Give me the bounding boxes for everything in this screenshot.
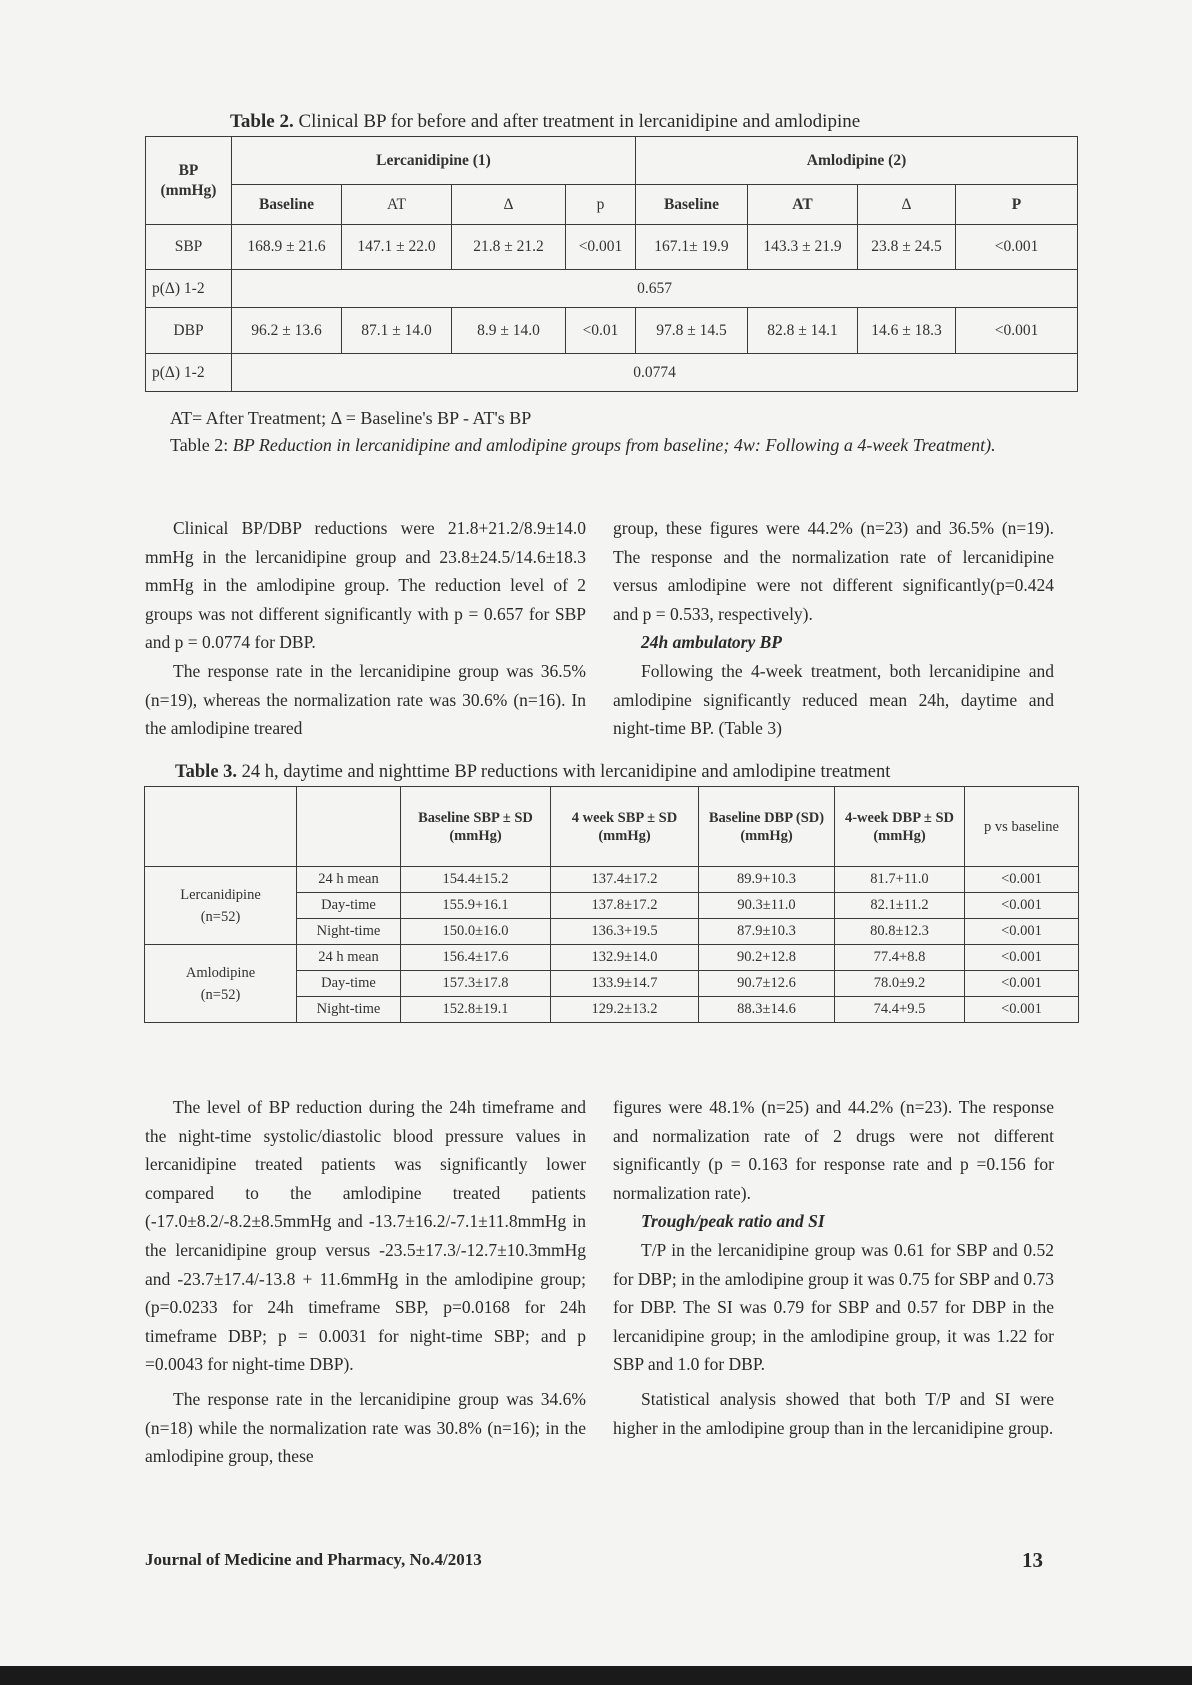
table3-cell: <0.001 bbox=[965, 971, 1079, 997]
table3-cell: 90.3±11.0 bbox=[699, 893, 835, 919]
paragraph: figures were 48.1% (n=25) and 44.2% (n=23). The response and normalization rate of 2 drugs were not different significantly (p = 0.163 for response rate and p =0.156 for normalization rate). bbox=[613, 1097, 1054, 1203]
table3-cell: 24 h mean bbox=[297, 945, 401, 971]
table2-subheader: Δ bbox=[452, 185, 566, 225]
table3-cell: 90.2+12.8 bbox=[699, 945, 835, 971]
table3-cell: 137.8±17.2 bbox=[551, 893, 699, 919]
table3-header: 4 week SBP ± SD (mmHg) bbox=[551, 787, 699, 867]
table3-caption-label: Table 3. bbox=[175, 762, 238, 782]
paragraph: Statistical analysis showed that both T/P and SI were higher in the amlodipine group than in the lercanidipine group. bbox=[613, 1388, 1054, 1438]
table-row bbox=[146, 225, 1078, 270]
table3-caption bbox=[175, 760, 890, 784]
table2-cell: <0.001 bbox=[956, 308, 1078, 354]
table-row bbox=[145, 867, 1079, 893]
table3-cell: Night-time bbox=[297, 997, 401, 1023]
table2-cell: 168.9 ± 21.6 bbox=[232, 225, 342, 270]
table3-cell: 156.4±17.6 bbox=[401, 945, 551, 971]
table-row bbox=[146, 270, 1078, 308]
table3-header: p vs baseline bbox=[965, 787, 1079, 867]
table3-cell: 81.7+11.0 bbox=[835, 867, 965, 893]
text-column-left-bottom bbox=[145, 1093, 586, 1471]
paragraph: group, these figures were 44.2% (n=23) and 36.5% (n=19). The response and the normalization rate of lercanidipine versus amlodipine were not different significantly(p=0.424 and p = 0.533, respectively). bbox=[613, 518, 1054, 624]
table2-p12-value: 0.657 bbox=[232, 270, 1078, 308]
table2-subheader: Baseline bbox=[232, 185, 342, 225]
journal-footer: Journal of Medicine and Pharmacy, No.4/2013 bbox=[145, 1550, 482, 1569]
table2-cell: 167.1± 19.9 bbox=[636, 225, 748, 270]
table3-cell: 133.9±14.7 bbox=[551, 971, 699, 997]
paragraph: Following the 4-week treatment, both lercanidipine and amlodipine significantly reduced mean 24h, daytime and night-time BP. (Table 3) bbox=[613, 660, 1054, 739]
table3-cell: 150.0±16.0 bbox=[401, 919, 551, 945]
table3-cell: 80.8±12.3 bbox=[835, 919, 965, 945]
table3 bbox=[144, 786, 1079, 1023]
paragraph: Clinical BP/DBP reductions were 21.8+21.2/8.9±14.0 mmHg in the lercanidipine group and 23.8±24.5/14.6±18.3 mmHg in the amlodipine group. The reduction level of 2 groups was not different significantly with p = 0.657 for SBP and p = 0.0774 for DBP. bbox=[145, 518, 586, 653]
table2-p12-label: p(Δ) 1-2 bbox=[146, 270, 232, 308]
table2-p12-value: 0.0774 bbox=[232, 354, 1078, 392]
table2-group1-header: Lercanidipine (1) bbox=[232, 137, 636, 185]
table2-desc-italic: BP Reduction in lercanidipine and amlodipine groups from baseline; 4w: Following a 4-week Treatment). bbox=[232, 435, 996, 455]
table2-row-label: SBP bbox=[146, 225, 232, 270]
table2-cell: 87.1 ± 14.0 bbox=[342, 308, 452, 354]
table3-cell: 87.9±10.3 bbox=[699, 919, 835, 945]
table3-cell: Day-time bbox=[297, 971, 401, 997]
table2-p12-label: p(Δ) 1-2 bbox=[146, 354, 232, 392]
table2-cell: 14.6 ± 18.3 bbox=[858, 308, 956, 354]
table3-cell: 78.0±9.2 bbox=[835, 971, 965, 997]
table3-header bbox=[145, 787, 297, 867]
table3-cell: 88.3±14.6 bbox=[699, 997, 835, 1023]
table3-cell: 77.4+8.8 bbox=[835, 945, 965, 971]
table2-cell: 23.8 ± 24.5 bbox=[858, 225, 956, 270]
table3-cell: Night-time bbox=[297, 919, 401, 945]
table2-subheader: P bbox=[956, 185, 1078, 225]
table3-cell: 136.3+19.5 bbox=[551, 919, 699, 945]
table2-subheader: p bbox=[566, 185, 636, 225]
section-heading-24h: 24h ambulatory BP bbox=[641, 632, 782, 653]
text-column-left-top bbox=[145, 514, 586, 743]
table2-subheader: Baseline bbox=[636, 185, 748, 225]
table2-cell: <0.001 bbox=[956, 225, 1078, 270]
table3-cell: <0.001 bbox=[965, 945, 1079, 971]
table2-cell: <0.001 bbox=[566, 225, 636, 270]
table2-cell: 96.2 ± 13.6 bbox=[232, 308, 342, 354]
table-row bbox=[146, 308, 1078, 354]
table3-cell: <0.001 bbox=[965, 919, 1079, 945]
table-row bbox=[146, 354, 1078, 392]
table2-subheader: AT bbox=[342, 185, 452, 225]
paragraph: The response rate in the lercanidipine group was 36.5% (n=19), whereas the normalization rate was 30.6% (n=16). In the amlodipine treared bbox=[145, 660, 586, 739]
table3-cell: <0.001 bbox=[965, 893, 1079, 919]
table2-caption bbox=[230, 110, 860, 134]
table3-cell: 74.4+9.5 bbox=[835, 997, 965, 1023]
text-column-right-bottom bbox=[613, 1093, 1054, 1442]
text-column-right-top bbox=[613, 514, 1054, 743]
table3-cell: 82.1±11.2 bbox=[835, 893, 965, 919]
table2-cell: 21.8 ± 21.2 bbox=[452, 225, 566, 270]
table2-caption-label: Table 2. bbox=[230, 111, 294, 132]
table3-cell: 157.3±17.8 bbox=[401, 971, 551, 997]
table2-caption-text: Clinical BP for before and after treatment in lercanidipine and amlodipine bbox=[293, 111, 861, 132]
table2-cell: <0.01 bbox=[566, 308, 636, 354]
table2 bbox=[145, 136, 1078, 392]
table2-bp-header: BP (mmHg) bbox=[146, 137, 232, 225]
paragraph: T/P in the lercanidipine group was 0.61 for SBP and 0.52 for DBP; in the amlodipine group it was 0.75 for SBP and 0.73 for DBP. The SI was 0.79 for SBP and 0.57 for DBP in the lercanidipine group; in the amlodipine group, it was 1.22 for SBP and 1.0 for DBP. bbox=[613, 1239, 1054, 1375]
table3-cell: 89.9+10.3 bbox=[699, 867, 835, 893]
table2-cell: 8.9 ± 14.0 bbox=[452, 308, 566, 354]
table3-cell: 155.9+16.1 bbox=[401, 893, 551, 919]
table3-cell: 90.7±12.6 bbox=[699, 971, 835, 997]
table3-caption-text: 24 h, daytime and nighttime BP reductions with lercanidipine and amlodipine treatment bbox=[237, 762, 891, 782]
table2-cell: 97.8 ± 14.5 bbox=[636, 308, 748, 354]
table3-cell: 137.4±17.2 bbox=[551, 867, 699, 893]
table3-group-label: Amlodipine (n=52) bbox=[145, 945, 297, 1023]
table2-cell: 143.3 ± 21.9 bbox=[748, 225, 858, 270]
table3-group-label: Lercanidipine (n=52) bbox=[145, 867, 297, 945]
table2-subheader: Δ bbox=[858, 185, 956, 225]
paragraph: The level of BP reduction during the 24h timeframe and the night-time systolic/diastolic blood pressure values in lercanidipine treated patients was significantly lower compared to the amlodipine treated patients (-17.0±8.2/-8.2±8.5mmHg and -13.7±16.2/-7.1±11.8mmHg in the lercanidipine group versus -23.5±17.3/-12.7±10.3mmHg and -23.7±17.4/-13.8 + 11.6mmHg in the amlodipine group; (p=0.0233 for 24h timeframe SBP, p=0.0168 for 24h timeframe DBP; p = 0.0031 for night-time SBP; and p =0.0043 for night-time DBP). bbox=[145, 1097, 586, 1375]
table2-group2-header: Amlodipine (2) bbox=[636, 137, 1078, 185]
table2-description bbox=[145, 432, 1077, 458]
table2-abbrev-note: AT= After Treatment; Δ = Baseline's BP - AT's BP bbox=[170, 408, 532, 428]
table-row bbox=[145, 945, 1079, 971]
table3-cell: 24 h mean bbox=[297, 867, 401, 893]
table2-cell: 147.1 ± 22.0 bbox=[342, 225, 452, 270]
table3-cell: 132.9±14.0 bbox=[551, 945, 699, 971]
table3-header: Baseline SBP ± SD (mmHg) bbox=[401, 787, 551, 867]
section-heading-trough-peak: Trough/peak ratio and SI bbox=[641, 1211, 825, 1232]
page-number: 13 bbox=[1022, 1548, 1043, 1572]
table3-cell: Day-time bbox=[297, 893, 401, 919]
table2-desc-prefix: Table 2: bbox=[170, 435, 233, 455]
table3-header: Baseline DBP (SD) (mmHg) bbox=[699, 787, 835, 867]
paragraph: The response rate in the lercanidipine group was 34.6% (n=18) while the normalization rate was 30.8% (n=16); in the amlodipine group, these bbox=[145, 1388, 586, 1467]
table2-cell: 82.8 ± 14.1 bbox=[748, 308, 858, 354]
table2-row-label: DBP bbox=[146, 308, 232, 354]
table3-cell: <0.001 bbox=[965, 997, 1079, 1023]
table3-header: 4-week DBP ± SD (mmHg) bbox=[835, 787, 965, 867]
table2-subheader: AT bbox=[748, 185, 858, 225]
table3-cell: 129.2±13.2 bbox=[551, 997, 699, 1023]
scan-bottom-bar bbox=[0, 1666, 1192, 1685]
table3-cell: 152.8±19.1 bbox=[401, 997, 551, 1023]
table3-cell: 154.4±15.2 bbox=[401, 867, 551, 893]
table3-header bbox=[297, 787, 401, 867]
table3-cell: <0.001 bbox=[965, 867, 1079, 893]
